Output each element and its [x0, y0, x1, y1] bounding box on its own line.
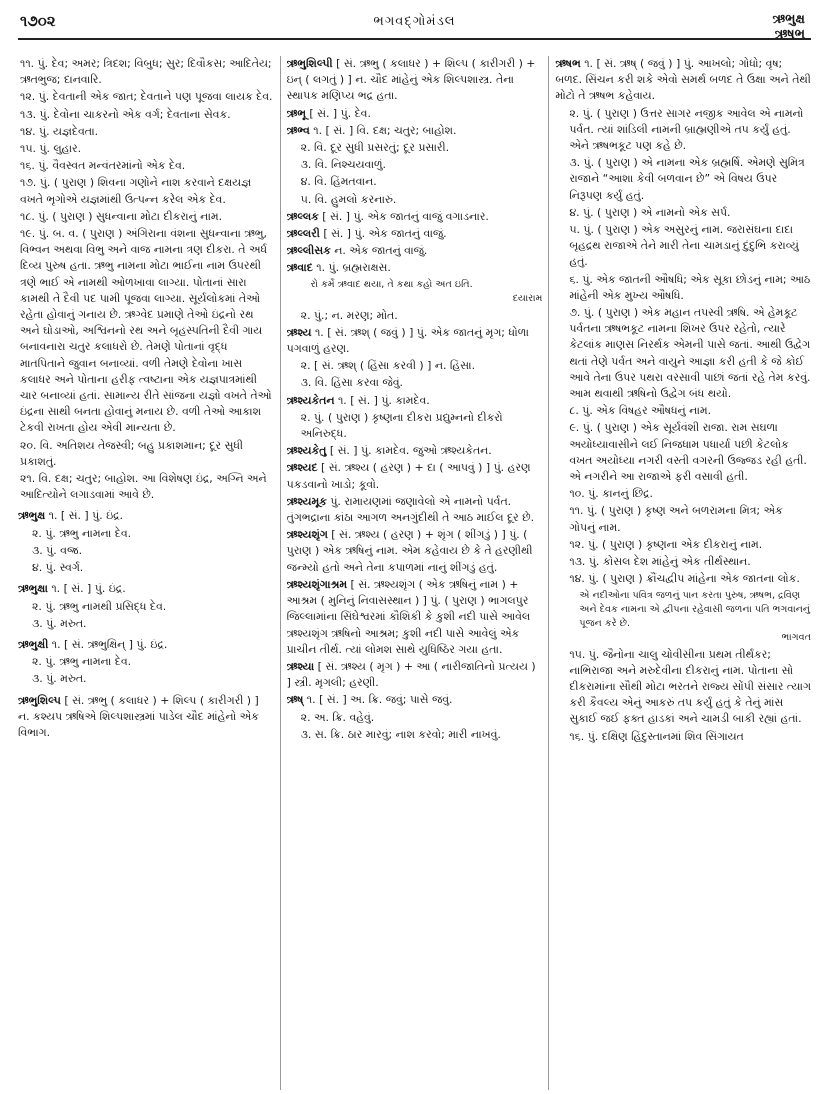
sub-sense: ૧૬. પું. દક્ષિણ હિંદુસ્તાનમાં શિવ સિંગાયત — [569, 729, 744, 743]
header-rule — [18, 38, 811, 40]
dictionary-entry — [287, 659, 543, 691]
headword: ઋભૂ — [286, 106, 306, 120]
headword: ઋભ્વ — [286, 123, 310, 137]
headword: ઋશ્યકેતન — [286, 393, 335, 407]
definition: ૧. [ સં. ] અ. ક્રિ. જવું; પાસે જવું. — [303, 693, 453, 707]
sub-sense: ૨. વિ. દૂર સુધી પ્રસરતું; દૂર પ્રસારી. — [300, 141, 450, 155]
dictionary-entry — [287, 692, 543, 708]
sub-sense: ૬. પું. એક જાતની ઔષધિ; એક સૂકા છોડનું નામ; આઠ માંહેની એક મુખ્ય ઔષધિ. — [569, 272, 811, 302]
headword: ઋશ્યદ — [286, 461, 318, 475]
dictionary-entry — [287, 243, 543, 259]
definition: [ સં. ] પું. કામદેવ. જુઓ ઋશ્યકેતન. — [326, 444, 492, 458]
column-left — [18, 56, 274, 1090]
definition: પું. રામાયણમાં જણાવેલો એ નામનો પર્વત. તુંગભદ્રાના કાંઠા આગળ અનગુંદીથી તે આઠ માઈલ દૂર છે. — [286, 494, 535, 525]
sub-sense: ૮. પું. એક વિષહર ઔષધનું નામ. — [569, 404, 712, 418]
sub-sense: ૧૦. પું. કાનનું છિદ્ર. — [569, 487, 653, 501]
dictionary-entry — [287, 577, 543, 658]
page-header — [18, 6, 811, 42]
sub-sense: ૫. પું. ( પુરાણ ) એક અસુરનું નામ. જરાસંઘના દાદા બૃહદ્રથ રાજાએ તેને મારી તેના ચામડાનું દુંદુભિ કરાવ્યું હતું. — [569, 223, 799, 269]
sub-sense: ૩. વિ. હિંસા કરવા જેવું. — [300, 376, 403, 390]
columns — [18, 56, 811, 1090]
dictionary-entry — [18, 508, 274, 524]
dictionary-entry — [287, 106, 543, 122]
headword: ઋભુક્ષ — [18, 509, 46, 523]
headword: ઋષભ — [555, 57, 581, 70]
definition: ૧. [ સં. ] પું. કામદેવ. — [334, 393, 430, 407]
sub-sense: ૨. પું. ઋભુ નામના દેવ. — [32, 526, 132, 540]
dictionary-entry — [287, 527, 543, 576]
sense-line: ૧૬. પું. વૈવસ્વત મન્વંતરમાંનો એક દેવ. — [20, 159, 186, 173]
book-title: ભગવદ્ગોમંડલ — [373, 14, 456, 29]
definition: ૧. [ સં. ઋષ્ ( જવું ) ] પું. આખલો; ગોધો; વૃષ; બળદ. સિંચન કરી શકે એવો સમર્થ બળદ તે ઉક્ષા અને તેથી મોટો તે ઋષભ કહેવાય. — [555, 57, 811, 103]
sub-sense: ૨. [ સં. ઋશ્ ( હિંસા કરવી ) ] ન. હિંસા. — [300, 359, 476, 373]
sense-line: ૨૧. વિ. દક્ષ; ચતુર; બાહોશ. આ વિશેષણ ઇંદ્ર, અગ્નિ અને આદિત્યોને લગાડવામાં આવે છે. — [20, 472, 267, 502]
definition: ૧. [ સં. ] પું. ઇંદ્ર. — [45, 509, 123, 523]
headword: ઋલ્લીસક — [286, 244, 331, 258]
dictionary-page — [18, 6, 811, 1090]
headword: ઋભુશિલ્પ — [18, 693, 61, 707]
sense-line: ૧૮. પું. ( પુરાણ ) સુધન્વાના મોટા દીકરાનું નામ. — [20, 209, 223, 223]
citation: રો કર્મે ઋવાદ થયા, તે કથા કહો અત ઇતિ. — [310, 278, 473, 290]
dictionary-entry — [287, 209, 543, 225]
sub-sense: ૪. પું. સ્વર્ગ. — [32, 561, 84, 575]
sub-sense: ૨. પું. ( પુરાણ ) કૃષ્ણના દીકરા પ્રદ્યુમ્નનો દીકરો અનિરુદ્ધ. — [300, 410, 503, 441]
definition: ૧. [ સં. ] પું. ઇંદ્ર. — [47, 582, 126, 596]
column-right — [555, 56, 811, 1090]
dictionary-entry — [287, 325, 543, 357]
dictionary-entry — [287, 460, 543, 492]
definition: ૧. પું. બ્રહ્મરાક્ષસ. — [312, 261, 391, 275]
headword: ઋશ્ય — [286, 325, 312, 339]
sub-sense: ૫. વિ. હુમલો કરનારું. — [300, 192, 397, 206]
sub-sense: ૧૫. પું. જૈનોના ચાલુ ચોવીસીના પ્રથમ તીર્થંકર; નાભિરાજા અને મરુદેવીના દીકરાનું નામ. પોતાના સો દીકરામાંના સૌથી મોટા ભરતને રાજ્ય સોંપી સંસાર ત્યાગ કરી કૈવલ્ય એનું આકરું તપ કર્યું હતું કે તેનું માંસ સુકાઈ જઈ ફક્ત હાડકાં અને ચામડી બાકી રહ્યાં હતાં. — [569, 647, 811, 726]
sense-line: ૧૯. પું. બ. વ. ( પુરાણ ) અંગિરાના વંશના સુધન્વાના ઋભુ, વિભ્વન અથવા વિભુ અને વાજ નામના ત્રણ દીકરા. તે અર્ધ દિવ્ય પુરુષ હતા. ઋભુ નામના મોટા ભાઈના નામ ઉપરથી ત્રણે ભાઈ એ નામથી ઓળખાવા લાગ્યા. પોતાનાં સારા કામથી તે દૈવી પદ પામી પૂજવા લાગ્યા. સૂર્યલોકમાં તેઓ રહેતા હોવાનું ગનાય છે. ઋગ્વેદ પ્રમાણે તેઓ ઇંદ્રનો રથ અને ઘોડાઓ, અશ્વિનનો રથ અને બૃહસ્પતિની દૈવી ગાય બનાવનારા ચતુર કલાધરો છે. તેમણે પોતાનાં વૃદ્ધ માતપિતાને જુવાન બનાવ્યાં. વળી તેમણે દેવોના ખાસ કલાધર અને પોતાના હરીફ ત્વષ્ટાના એક યજ્ઞપાત્રમાંથી ચાર બનાવ્યાં હતાં. સામાન્ય રીતે સાંજના યજ્ઞો વખતે તેઓ ઇંદ્રના સાથી બનતા હોવાનું મનાય છે. વળી તેઓ આકાશ ટેકવી રાખતા હોય એવી માન્યતા છે. — [20, 227, 272, 435]
dictionary-entry — [287, 494, 543, 526]
sense-line: ૧૭. પું. ( પુરાણ ) શિવના ગણોને નાશ કરવાને દક્ષયજ્ઞ વખતે ભૃગોએ યજ્ઞમાંથી ઉત્પન્ન કરેલ એક દેવ. — [20, 176, 252, 206]
sense-line: ૧૫. પું. લુહાર. — [20, 142, 82, 156]
dictionary-entry — [18, 693, 274, 742]
sub-sense: ૪. પું. ( પુરાણ ) એ નામનો એક સર્પ. — [569, 205, 731, 219]
guide-word-last: ઋષભ — [774, 27, 805, 42]
dictionary-entry — [18, 581, 274, 597]
definition: ૧. [ સં. ઋશ્ ( જવું ) ] પું. એક જાતનું મૃગ; ધોળા પગવાળું હરણ. — [286, 325, 529, 356]
sub-sense: ૪. વિ. હિંમતવાન. — [300, 175, 377, 189]
definition: [ સં. ઋશ્ય ( મૃગ ) + આ ( નારીજાતિનો પ્રત્યય ) ] સ્ત્રી. મૃગલી; હરણી. — [286, 659, 536, 690]
headword: ઋભુશિલ્પી — [286, 57, 333, 70]
sub-sense: ૩. સ. ક્રિ. ઠાર મારવું; નાશ કરવો; મારી નાખવું. — [300, 727, 501, 741]
definition: ૧. [ સં. ] વિ. દક્ષ; ચતુર; બાહોશ. — [309, 123, 457, 137]
sense-line: ૧૩. પું. દેવોના ચાકરનો એક વર્ગ; દેવતાના સેવક. — [20, 107, 231, 121]
page-number: ૧૭૦૨ — [20, 12, 56, 30]
sub-sense: ૨. પું. ઋભુ નામના દેવ. — [32, 655, 132, 669]
sub-sense: ૨. પું.; ન. મરણ; મોત. — [300, 308, 398, 322]
headword: ઋભુક્ષા — [18, 582, 48, 596]
column-middle — [287, 56, 543, 1090]
sub-sense: ૩. વિ. નિશ્ચયવાળું. — [300, 158, 386, 172]
definition: [ સં. ] પું. દેવ. — [305, 106, 371, 120]
headword: ઋશ્યા — [286, 659, 315, 673]
headword: ઋલ્લક — [286, 209, 319, 223]
headword: ઋષ્ — [286, 693, 304, 707]
sense-line: ૨૦. વિ. અતિશય તેજસ્વી; બહુ પ્રકાશમાન; દૂર સુધી પ્રકાશતું. — [20, 438, 243, 468]
sub-sense: ૧૩. પું. કોસલ દેશ માંહેનું એક તીર્થસ્થાન. — [569, 555, 751, 569]
dictionary-entry — [287, 260, 543, 276]
headword: ઋલ્લરી — [286, 227, 320, 241]
definition: [ સં. ] પું. એક જાતનું વાજું. — [319, 227, 447, 241]
sub-sense: ૩. પું. મરુત. — [32, 616, 87, 630]
sense-line: ૧૪. પું. યજ્ઞદેવતા. — [20, 124, 99, 138]
headword: ઋભુક્ષી — [18, 637, 49, 651]
sub-sense: ૧૧. પું. ( પુરાણ ) કૃષ્ણ અને બળરામના મિત્ર; એક ગોપનું નામ. — [569, 504, 783, 534]
guide-word-first: ઋભુક્ષ — [772, 12, 805, 27]
dictionary-entry — [287, 226, 543, 242]
dictionary-entry — [287, 56, 543, 105]
definition: [ સં. ઋશ્યશૃંગ ( એક ઋષિનું નામ ) + આશ્રમ ( મુનિનું નિવાસસ્થાન ) ] પું. ( પુરાણ ) ભાગલપુર જિલ્લામાંના સિંઘેશ્વરમાં કૌશિકી કે કુશી નદી પાસે આવેલ ઋશ્યશૃંગ ઋષિનો આશ્રમ; કુશી નદી પાસે આવેલું એક પ્રાચીન તીર્થ. ત્યાં લોમશ સાથે યુધિષ્ઠિર ગયા હતા. — [286, 577, 531, 656]
headword: ઋશ્યશૃંગાશ્રમ — [286, 577, 348, 591]
sub-sense: ૧૨. પું. ( પુરાણ ) કૃષ્ણના એક દીકરાનું નામ. — [569, 537, 763, 551]
definition: [ સં. ઋશ્ય ( હરણ ) + દા ( આપવું ) ] પું. હરણ પકડવાનો ખાડો; કૂવો. — [286, 461, 531, 491]
sub-sense: ૭. પું. ( પુરાણ ) એક મહાન તપસ્વી ઋષિ. એ હેમકૂટ પર્વતના ઋષભકૂટ નામના શિખર ઉપર રહેતો, ત્યારે કેટલાંક માણસ નિરર્થક એમની પાસે જતાં. આથી ઉદ્વેગ થતાં તેણે પર્વત અને વાયુને આજ્ઞા કરી હતી કે જે કોઈ આવે તેના ઉપર પથરા વરસાવી પાછાં જતાં રહે તેમ કરવું. આમ થવાથી ઋષિનો ઉદ્વેગ બંધ થયો. — [569, 306, 811, 401]
headword: ઋશ્યશૃંગ — [286, 528, 328, 542]
sense-line: ૧૧. પું. દેવ; અમર; ત્રિદશ; વિબુધ; સુર; દિવૌકસ; આદિતેય; ઋતભુજ; દાનવારિ. — [20, 57, 272, 87]
column-divider — [280, 56, 281, 1090]
definition: ૧. [ સં. ઋભુક્ષિન્ ] પું. ઇંદ્ર. — [48, 637, 168, 651]
sub-sense: ૩. પું. મરુત. — [32, 672, 87, 686]
definition: [ સં. ઋશ્ય ( હરણ ) + શૃંગ ( શીંગડું ) ] પું. ( પુરાણ ) એક ઋષિનું નામ. એમ કહેવાય છે કે તે હરણીથી જન્મ્યો હતો અને તેના કપાળમાં નાનું શીંગડું હતું. — [286, 528, 533, 574]
dictionary-entry — [18, 637, 274, 653]
sub-sense: ૩. પું. વજ્ર. — [32, 543, 83, 557]
sub-sense: ૨. પું. ( પુરાણ ) ઉત્તર સાગર નજીક આવેલ એ નામનો પર્વત. ત્યાં શાંડિલી નામની બ્રાહ્મણીએ તપ કર્યું હતું. એને ઋષભકૂટ પણ કહે છે. — [569, 106, 804, 153]
headword: ઋવાદ — [286, 261, 313, 275]
sub-sense: ૩. પું. ( પુરાણ ) એ નામના એક બ્રહ્મર્ષિ. એમણે સુમિત્ર રાજાને “આશા કેવી બળવાન છે” એ વિષય ઉપર નિરૂપણ કર્યું હતું. — [569, 156, 805, 202]
sense-line: ૧૨. પું. દેવતાની એક જાત; દેવતાને પણ પૂજવા લાયક દેવ. — [20, 90, 273, 104]
sub-sense: ૨. અ. ક્રિ. વહેવું. — [300, 710, 375, 724]
dictionary-entry — [287, 123, 543, 139]
citation-source: ભાગવત — [781, 631, 812, 643]
sub-sense: ૨. પું. ઋભુ નામથી પ્રસિદ્ધ દેવ. — [32, 599, 167, 613]
citation-source: દયારામ — [512, 292, 543, 304]
definition: [ સં. ઋભુ ( કલાધર ) + શિલ્પ ( કારીગરી ) + ઇન્ ( લગતું ) ] ન. ચૌદ માંહેનું એક શિલ્પશાસ્ત્ર. તેના સ્થાપક મણિપ્ય ભદ્ર હતા. — [286, 57, 536, 103]
definition: ન. એક જાતનું વાજું. — [330, 244, 428, 258]
sub-sense: ૯. પું. ( પુરાણ ) એક સૂર્યવંશી રાજા. રામ સઘળા અયોધ્યાવાસીને લઈ નિજધામ પધાર્યા પછી કેટલોક વખત અયોધ્યા નગરી વસ્તી વગરની ઉજ્જડ રહી હતી. એ નગરીને આ રાજાએ ફરી વસાવી હતી. — [569, 421, 807, 484]
citation: એ નદીઓના પવિત્ર જળનું પાન કરતા પુરુષ, ઋષભ, દ્રવિણ અને દેવક નામના એ દ્વીપના રહેવાસી જળના પતિ ભગવાનનું પૂજન કરે છે. — [579, 589, 811, 629]
column-divider — [548, 56, 549, 1090]
definition: [ સં. ઋભુ ( કલાધર ) + શિલ્પ ( કારીગરી ) ] ન. કશ્યપ ઋષિએ શિલ્પશાસ્ત્રમાં પાડેલ ચૌદ માંહેનો એક વિભાગ. — [18, 693, 259, 739]
dictionary-entry — [287, 443, 543, 459]
dictionary-entry — [287, 393, 543, 409]
headword: ઋશ્યમૂક — [286, 494, 327, 508]
definition: [ સં. ] પું. એક જાતનું વાજું વગાડનાર. — [318, 209, 489, 223]
dictionary-entry — [555, 56, 811, 105]
headword: ઋશ્યકેતુ — [286, 444, 327, 458]
sub-sense: ૧૪. પું. ( પુરાણ ) ક્રૌંચદ્વીપ માંહેના એક જાતના લોક. — [569, 572, 800, 586]
